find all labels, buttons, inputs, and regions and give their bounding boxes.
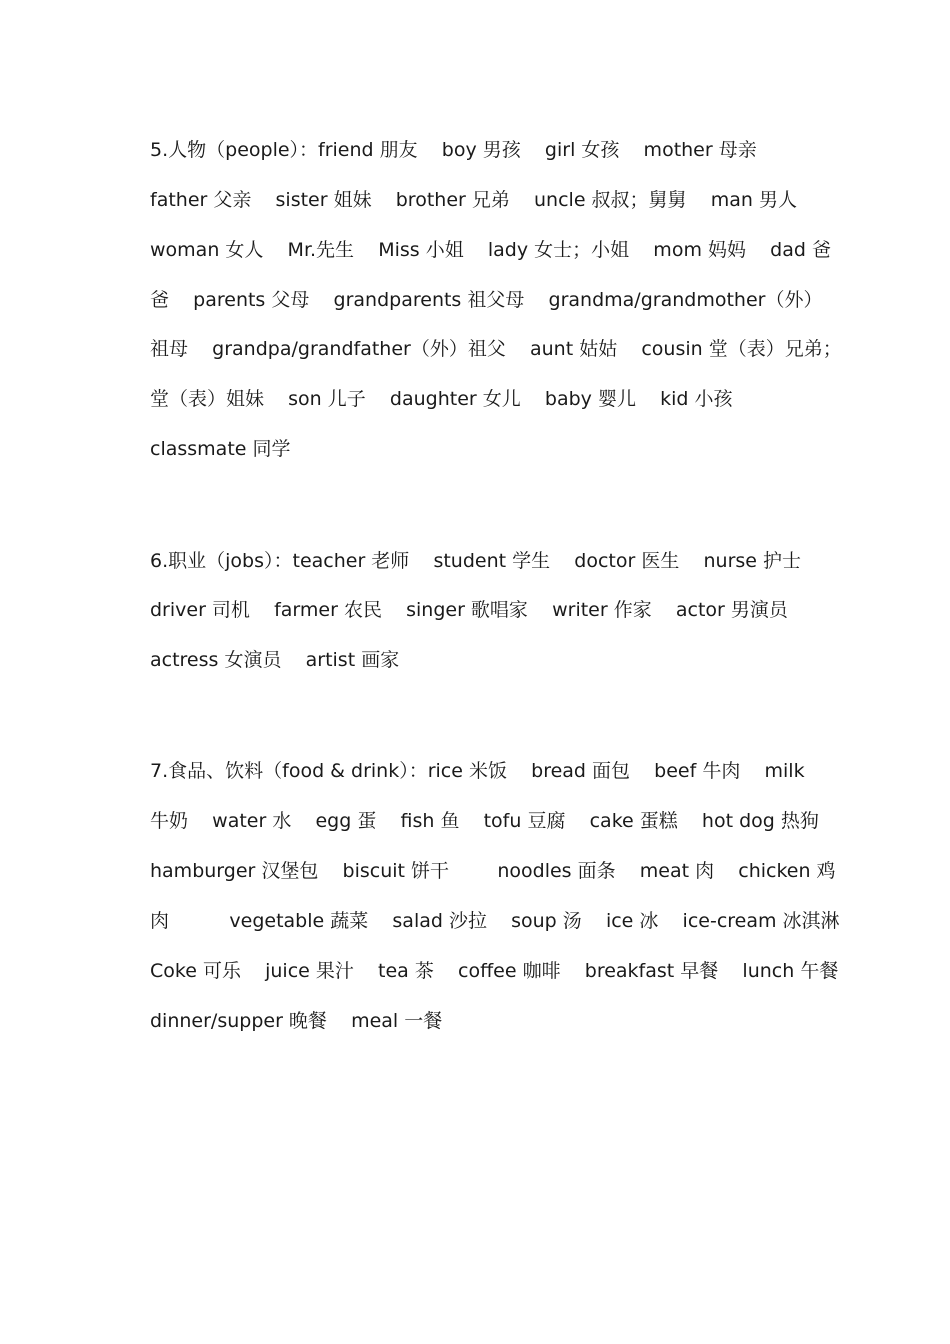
jobs-line-2: driver 司机 farmer 农民 singer 歌唱家 writer 作家 actor 男演员 <box>150 599 788 621</box>
people-line-1: 5.人物（people）：friend 朋友 boy 男孩 girl 女孩 mother 母亲 <box>150 139 757 161</box>
food-line-1: 7.食品、饮料（food & drink）：rice 米饭 bread 面包 beef 牛肉 milk <box>150 760 805 782</box>
jobs-line-3: actress 女演员 artist 画家 <box>150 649 400 671</box>
food-line-5: Coke 可乐 juice 果汁 tea 茶 coffee 咖啡 breakfast 早餐 lunch 午餐 <box>150 960 839 982</box>
food-line-6: dinner/supper 晚餐 meal 一餐 <box>150 1010 443 1032</box>
people-line-4: 爸 parents 父母 grandparents 祖父母 grandma/grandmother（外） <box>150 289 823 311</box>
people-line-7: classmate 同学 <box>150 438 291 460</box>
food-line-4: 肉 vegetable 蔬菜 salad 沙拉 soup 汤 ice 冰 ice-cream 冰淇淋 <box>150 910 840 932</box>
jobs-line-1: 6.职业（jobs）：teacher 老师 student 学生 doctor 医生 nurse 护士 <box>150 550 802 572</box>
people-line-6: 堂（表）姐妹 son 儿子 daughter 女儿 baby 婴儿 kid 小孩 <box>150 388 733 410</box>
food-line-2: 牛奶 water 水 egg 蛋 fish 鱼 tofu 豆腐 cake 蛋糕 hot dog 热狗 <box>150 810 819 832</box>
people-line-3: woman 女人 Mr.先生 Miss 小姐 lady 女士；小姐 mom 妈妈 dad 爸 <box>150 239 831 261</box>
people-line-5: 祖母 grandpa/grandfather（外）祖父 aunt 姑姑 cousin 堂（表）兄弟； <box>150 338 842 360</box>
food-line-3: hamburger 汉堡包 biscuit 饼干 noodles 面条 meat 肉 chicken 鸡 <box>150 860 836 882</box>
people-line-2: father 父亲 sister 姐妹 brother 兄弟 uncle 叔叔；舅舅 man 男人 <box>150 189 797 211</box>
